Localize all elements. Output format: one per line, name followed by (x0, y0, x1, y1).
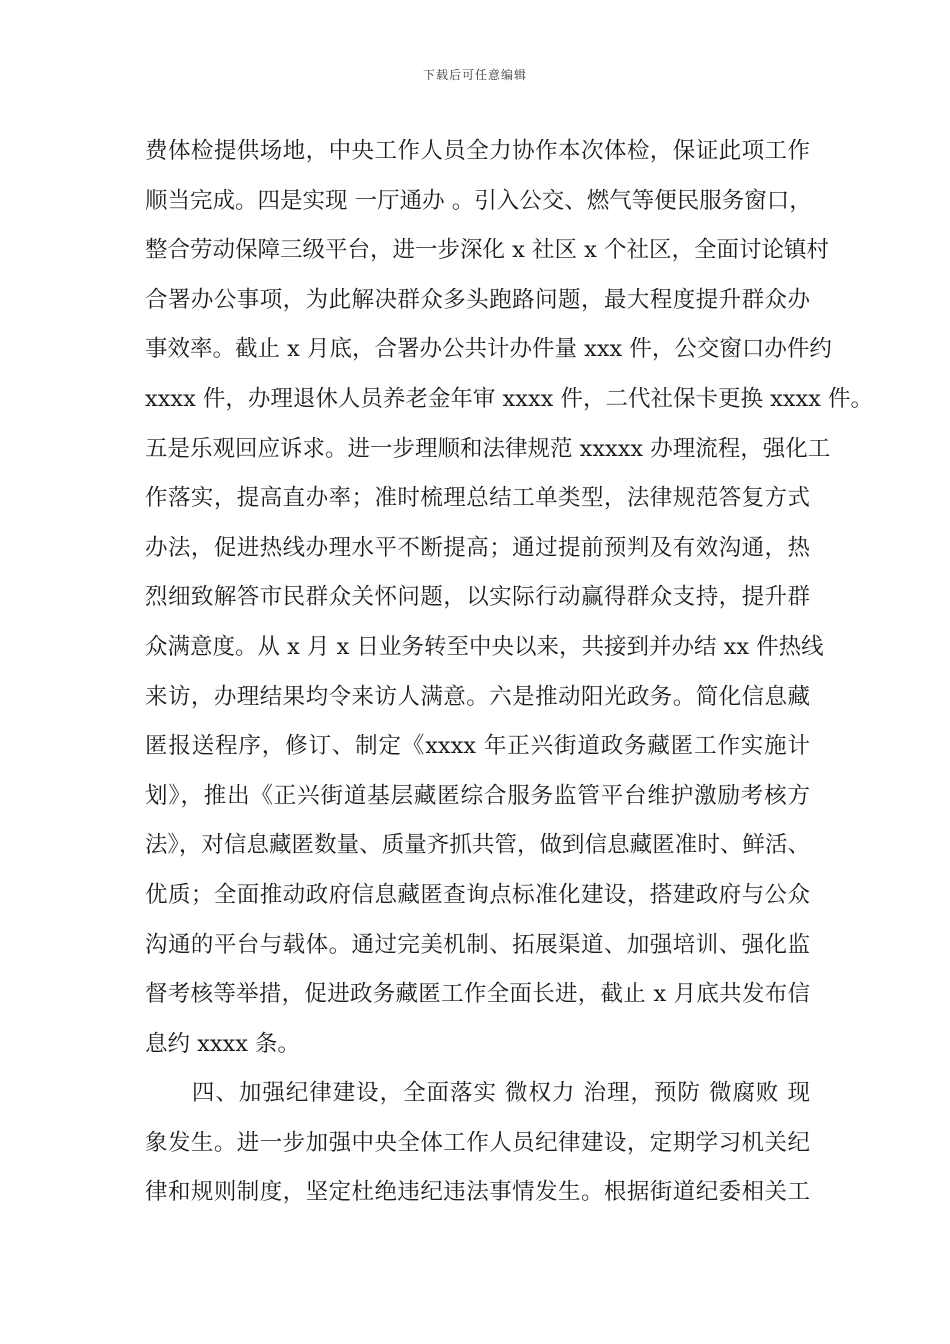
text-line: 沟通的平台与载体。通过完美机制、拓展渠道、加强培训、强化监 (145, 931, 810, 958)
text-line: 督考核等举措，促进政务藏匿工作全面长进，截止 x 月底共发布信 (145, 981, 810, 1008)
text-line: 合署办公事项，为此解决群众多头跑路问题，最大程度提升群众办 (145, 286, 810, 313)
text-line: 息约 xxxx 条。 (145, 1030, 301, 1057)
text-line: 众满意度。从 x 月 x 日业务转至中央以来，共接到并办结 xx 件热线 (145, 633, 824, 660)
text-line: 顺当完成。四是实现 一厅通办 。引入公交、燃气等便民服务窗口， (145, 187, 812, 214)
document-body (145, 127, 874, 1218)
text-line: xxxx 件，办理退休人员养老金年审 xxxx 件，二代社保卡更换 xxxx 件。 (145, 385, 874, 412)
text-line: 事效率。截止 x 月底，合署办公共计办件量 xxx 件，公交窗口办件约 (145, 336, 832, 363)
text-line: 象发生。进一步加强中央全体工作人员纪律建设，定期学习机关纪 (145, 1129, 810, 1156)
section-heading-line: 四、加强纪律建设，全面落实 微权力 治理，预防 微腐败 现 (145, 1080, 810, 1107)
page-header-note: 下载后可任意编辑 (422, 68, 527, 82)
text-line: 优质；全面推动政府信息藏匿查询点标准化建设，搭建政府与公众 (145, 881, 810, 908)
text-line: 匿报送程序，修订、制定《xxxx 年正兴街道政务藏匿工作实施计 (145, 733, 810, 760)
text-line: 划》，推出《正兴街道基层藏匿综合服务监管平台维护激励考核方 (145, 782, 810, 809)
text-line: 办法，促进热线办理水平不断提高；通过提前预判及有效沟通，热 (145, 534, 810, 561)
text-line: 律和规则制度，坚定杜绝违纪违法事情发生。根据街道纪委相关工 (145, 1179, 810, 1206)
text-line: 作落实，提高直办率；准时梳理总结工单类型，法律规范答复方式 (145, 485, 810, 512)
text-line: 五是乐观回应诉求。进一步理顺和法律规范 xxxxx 办理流程，强化工 (145, 435, 831, 462)
text-line: 烈细致解答市民群众关怀问题，以实际行动赢得群众支持，提升群 (145, 584, 810, 611)
text-line: 来访，办理结果均令来访人满意。六是推动阳光政务。简化信息藏 (145, 683, 810, 710)
text-line: 费体检提供场地，中央工作人员全力协作本次体检，保证此项工作 (145, 138, 810, 164)
text-line: 整合劳动保障三级平台，进一步深化 x 社区 x 个社区，全面讨论镇村 (145, 237, 829, 264)
text-line: 法》，对信息藏匿数量、质量齐抓共管，做到信息藏匿准时、鲜活、 (145, 832, 810, 859)
